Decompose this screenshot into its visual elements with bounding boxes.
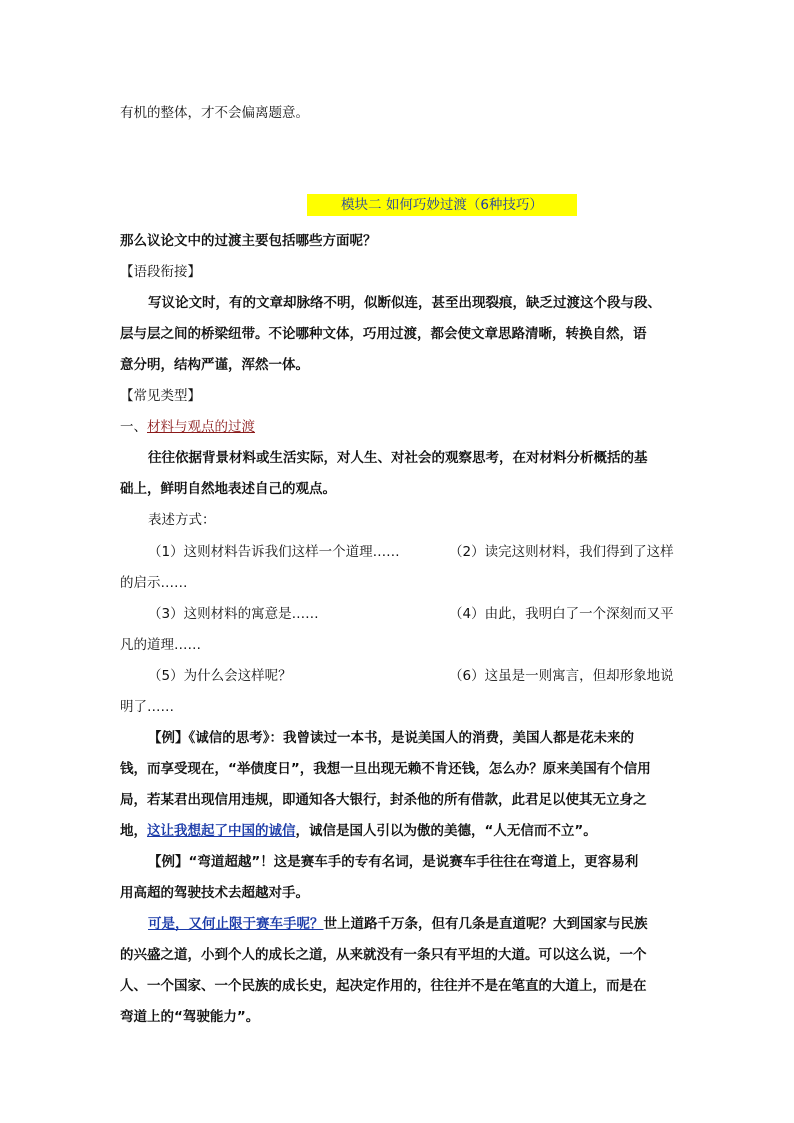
paragraph-line: 写议论文时，有的文章却脉络不明，似断似连，甚至出现裂痕，缺乏过渡这个段与段、 [148, 295, 661, 311]
example-line: 用高超的驾驶技术去超越对手。 [120, 885, 309, 901]
text-line: 有机的整体，才不会偏离题意。 [120, 105, 309, 121]
subsection-number: 一、 [120, 419, 147, 435]
example-line: 弯道上的“驾驶能力”。 [120, 1009, 260, 1025]
example-line: 的兴盛之道，小到个人的成长之道，从来就没有一条只有平坦的大道。可以这么说，一个 [120, 947, 647, 963]
example-line: 人、一个国家、一个民族的成长史，起决定作用的，往往并不是在笔直的大道上，而是在 [120, 978, 647, 994]
example-line: 【例】《诚信的思考》：我曾读过一本书，是说美国人的消费，美国人都是花未来的 [148, 730, 634, 746]
list-item-cont: 明了…… [120, 699, 174, 715]
example-text: 地， [120, 823, 147, 839]
list-item: （6）这虽是一则寓言，但却形象地说 [449, 668, 674, 684]
section-label: 【常见类型】 [120, 388, 201, 404]
transition-highlight: 这让我想起了中国的诚信 [147, 823, 296, 839]
example-line: 【例】“弯道超越”！这是赛车手的专有名词，是说赛车手往往在弯道上，更容易利 [148, 854, 639, 870]
paragraph-line: 往往依据背景材料或生活实际，对人生、对社会的观察思考，在对材料分析概括的基 [148, 450, 648, 466]
paragraph-line: 层与层之间的桥梁纽带。不论哪种文体，巧用过渡，都会使文章思路清晰，转换自然，语 [120, 326, 647, 342]
subsection-title: 材料与观点的过渡 [147, 419, 255, 435]
list-item: （2）读完这则材料，我们得到了这样 [449, 544, 674, 560]
paragraph-line: 表述方式： [148, 512, 216, 528]
example-text: 世上道路千万条，但有几条是直道呢？大到国家与民族 [323, 916, 648, 932]
paragraph-line: 意分明，结构严谨，浑然一体。 [120, 357, 309, 373]
list-item: （5）为什么会这样呢？ [148, 668, 292, 684]
list-item-cont: 的启示…… [120, 575, 188, 591]
paragraph-line: 础上，鲜明自然地表述自己的观点。 [120, 481, 336, 497]
section-label: 【语段衔接】 [120, 264, 201, 280]
module-title: 模块二 如何巧妙过渡（6种技巧） [307, 194, 577, 216]
example-line [120, 821, 597, 841]
example-line: 局，若某君出现信用违规，即通知各大银行，封杀他的所有借款，此君足以使其无立身之 [120, 792, 647, 808]
list-item: （1）这则材料告诉我们这样一个道理…… [148, 544, 400, 560]
question-heading: 那么议论文中的过渡主要包括哪些方面呢？ [120, 233, 377, 249]
list-item: （4）由此，我明白了一个深刻而又平 [449, 606, 674, 622]
subsection-heading [120, 417, 255, 437]
example-line: 钱，而享受现在，“举债度日”，我想一旦出现无赖不肯还钱，怎么办？原来美国有个信用 [120, 761, 651, 777]
list-item-cont: 凡的道理…… [120, 637, 201, 653]
transition-highlight: 可是，又何止限于赛车手呢？ [148, 916, 324, 932]
list-item: （3）这则材料的寓意是…… [148, 606, 319, 622]
example-text: ，诚信是国人引以为傲的美德，“人无信而不立”。 [295, 823, 597, 839]
example-line [148, 914, 648, 934]
